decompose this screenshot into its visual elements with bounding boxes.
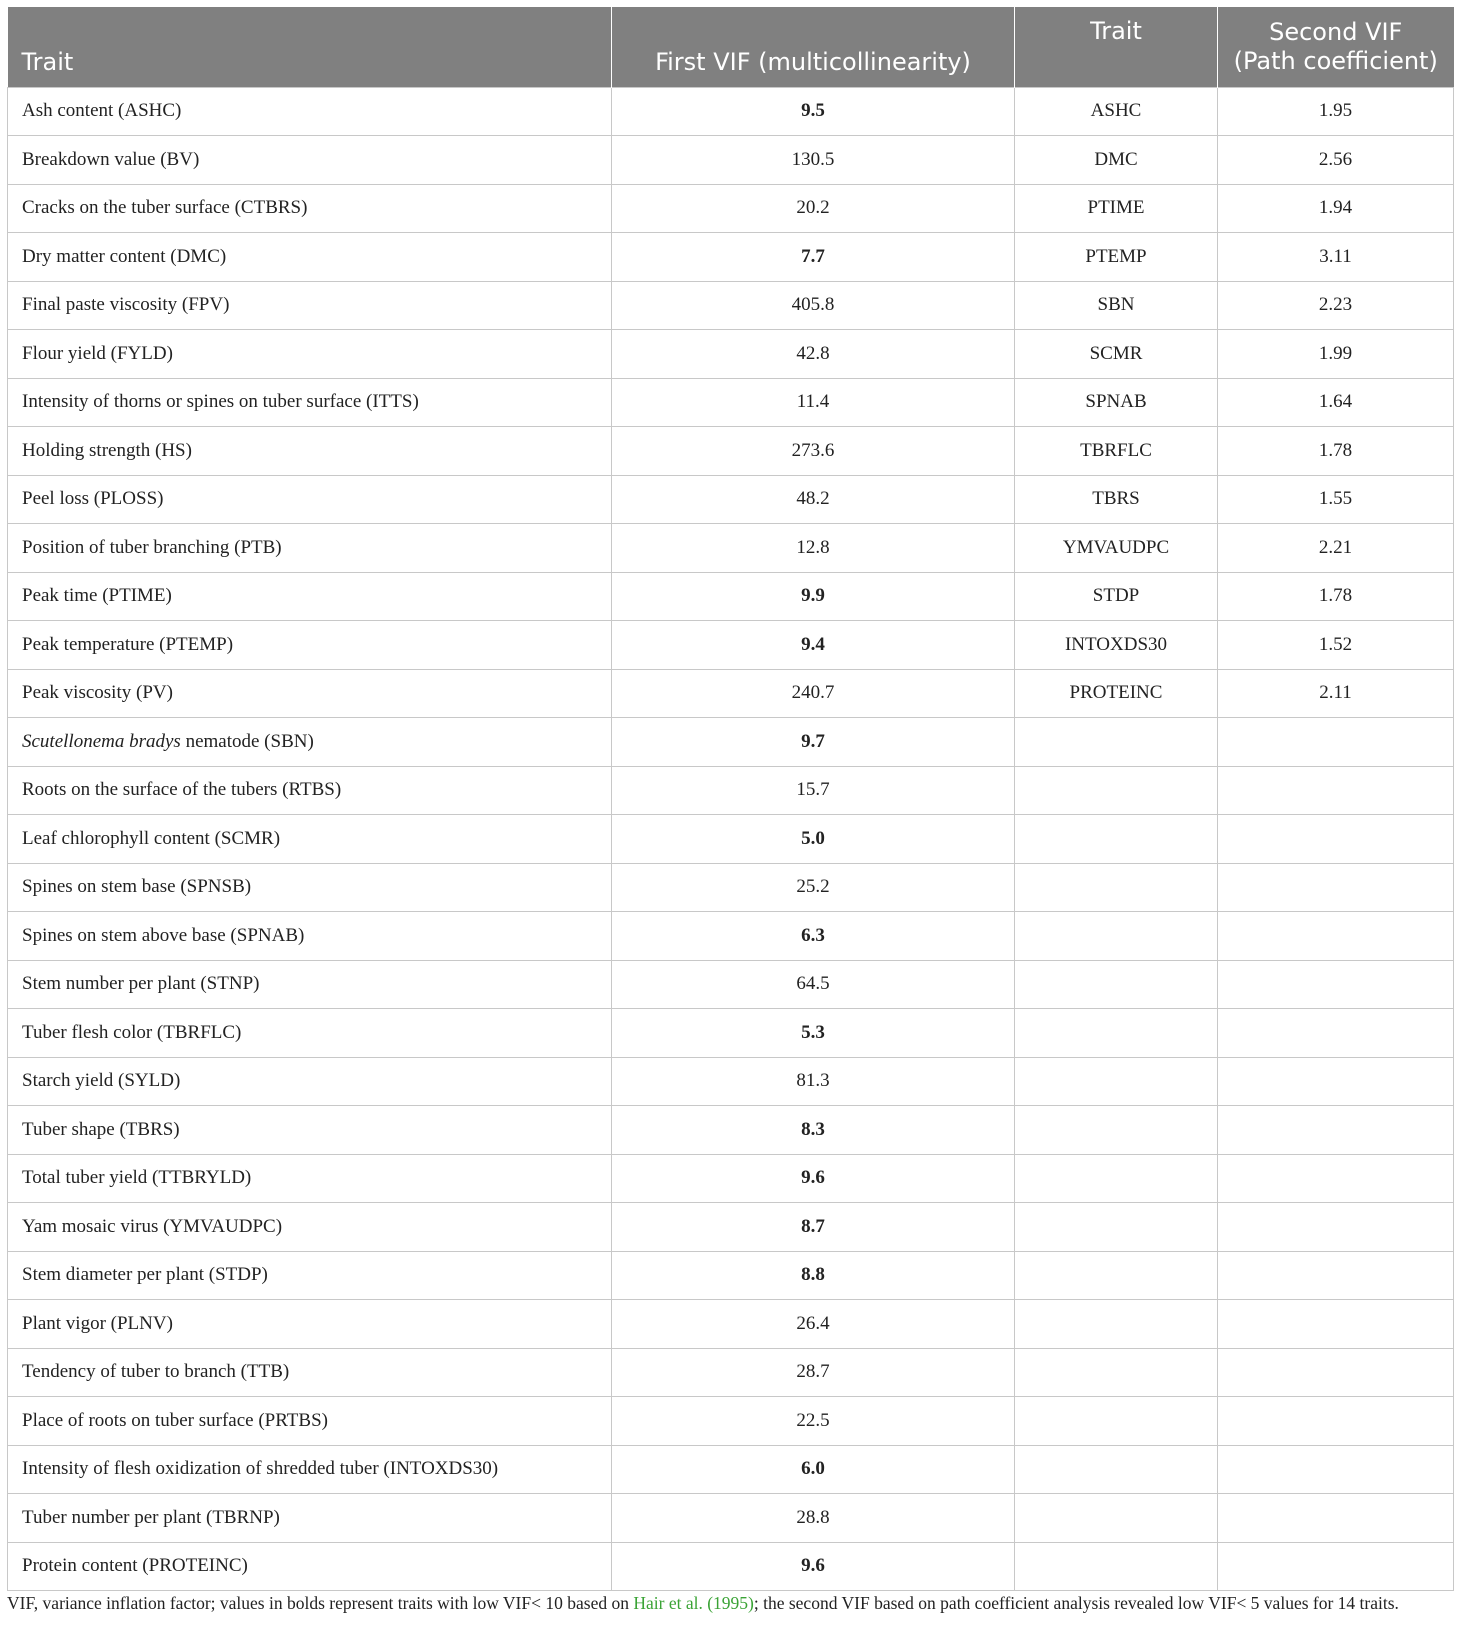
cell-second-vif xyxy=(1218,1397,1454,1446)
cell-trait xyxy=(8,184,612,233)
cell-trait-text: Total tuber yield (TTBRYLD) xyxy=(22,1167,252,1189)
cell-trait-text: Peel loss (PLOSS) xyxy=(22,488,164,510)
cell-first-vif: 9.6 xyxy=(612,1154,1015,1203)
cell-trait-code: TBRS xyxy=(1015,475,1218,524)
table-row xyxy=(8,524,1454,573)
cell-trait xyxy=(8,1009,612,1058)
table-row xyxy=(8,1106,1454,1155)
table-row xyxy=(8,1300,1454,1349)
table-row xyxy=(8,1057,1454,1106)
cell-trait-code xyxy=(1015,815,1218,864)
cell-trait-text: Tuber shape (TBRS) xyxy=(22,1118,180,1140)
cell-trait xyxy=(8,1397,612,1446)
cell-first-vif: 273.6 xyxy=(612,427,1015,476)
cell-trait-code xyxy=(1015,718,1218,767)
cell-second-vif: 1.55 xyxy=(1218,475,1454,524)
cell-trait-code xyxy=(1015,1251,1218,1300)
table-row xyxy=(8,1397,1454,1446)
cell-trait-code xyxy=(1015,1009,1218,1058)
cell-trait xyxy=(8,1057,612,1106)
table-row xyxy=(8,572,1454,621)
cell-trait-text: Tuber flesh color (TBRFLC) xyxy=(22,1021,242,1043)
header-trait: Trait xyxy=(8,7,612,87)
header-second-vif xyxy=(1218,7,1454,87)
cell-trait xyxy=(8,960,612,1009)
cell-first-vif: 6.0 xyxy=(612,1445,1015,1494)
cell-second-vif xyxy=(1218,815,1454,864)
table-row xyxy=(8,1348,1454,1397)
table-row xyxy=(8,475,1454,524)
cell-first-vif: 28.8 xyxy=(612,1494,1015,1543)
cell-trait xyxy=(8,1251,612,1300)
cell-trait-text: Intensity of thorns or spines on tuber surface (ITTS) xyxy=(22,391,419,413)
cell-first-vif: 6.3 xyxy=(612,912,1015,961)
cell-trait-text: Starch yield (SYLD) xyxy=(22,1070,181,1092)
cell-trait-text: Protein content (PROTEINC) xyxy=(22,1555,248,1577)
header-second-vif-line1: Second VIF xyxy=(1269,17,1403,46)
cell-second-vif: 1.78 xyxy=(1218,572,1454,621)
cell-trait-code: YMVAUDPC xyxy=(1015,524,1218,573)
cell-trait xyxy=(8,669,612,718)
cell-second-vif xyxy=(1218,766,1454,815)
cell-trait-code xyxy=(1015,766,1218,815)
cell-trait-code: PROTEINC xyxy=(1015,669,1218,718)
cell-second-vif xyxy=(1218,1154,1454,1203)
cell-first-vif: 9.6 xyxy=(612,1542,1015,1591)
cell-trait xyxy=(8,1300,612,1349)
cell-trait xyxy=(8,766,612,815)
cell-first-vif: 26.4 xyxy=(612,1300,1015,1349)
cell-trait-code xyxy=(1015,1542,1218,1591)
cell-trait-code: ASHC xyxy=(1015,87,1218,136)
cell-trait xyxy=(8,233,612,282)
cell-second-vif: 1.64 xyxy=(1218,378,1454,427)
cell-second-vif: 1.94 xyxy=(1218,184,1454,233)
cell-second-vif xyxy=(1218,1251,1454,1300)
cell-trait-code: INTOXDS30 xyxy=(1015,621,1218,670)
cell-trait-text: Ash content (ASHC) xyxy=(22,100,182,122)
cell-second-vif xyxy=(1218,718,1454,767)
cell-trait-code: PTIME xyxy=(1015,184,1218,233)
cell-first-vif: 12.8 xyxy=(612,524,1015,573)
cell-trait-code xyxy=(1015,1106,1218,1155)
cell-first-vif: 25.2 xyxy=(612,863,1015,912)
footnote-reference-link[interactable]: Hair et al. (1995) xyxy=(633,1593,754,1613)
cell-trait xyxy=(8,1445,612,1494)
cell-trait-text: Spines on stem base (SPNSB) xyxy=(22,876,252,898)
table-row xyxy=(8,1542,1454,1591)
cell-second-vif: 2.21 xyxy=(1218,524,1454,573)
cell-first-vif: 7.7 xyxy=(612,233,1015,282)
table-row xyxy=(8,960,1454,1009)
header-trait-2: Trait xyxy=(1015,7,1218,87)
cell-first-vif: 15.7 xyxy=(612,766,1015,815)
cell-trait xyxy=(8,912,612,961)
cell-trait-text: Tuber number per plant (TBRNP) xyxy=(22,1506,280,1528)
cell-trait xyxy=(8,1348,612,1397)
cell-second-vif: 1.99 xyxy=(1218,330,1454,379)
cell-second-vif xyxy=(1218,863,1454,912)
table-row xyxy=(8,1494,1454,1543)
cell-second-vif: 1.95 xyxy=(1218,87,1454,136)
cell-trait-text: Peak temperature (PTEMP) xyxy=(22,633,234,655)
cell-trait-code: TBRFLC xyxy=(1015,427,1218,476)
cell-second-vif xyxy=(1218,1542,1454,1591)
cell-trait-code: SPNAB xyxy=(1015,378,1218,427)
cell-trait xyxy=(8,1154,612,1203)
table-row xyxy=(8,1445,1454,1494)
table-footnote xyxy=(7,1591,1453,1615)
footnote-text-before: VIF, variance inflation factor; values in bolds represent traits with low VIF< 10 based on xyxy=(7,1593,634,1613)
cell-trait xyxy=(8,330,612,379)
cell-trait-text: Holding strength (HS) xyxy=(22,439,192,461)
cell-first-vif: 42.8 xyxy=(612,330,1015,379)
cell-first-vif: 11.4 xyxy=(612,378,1015,427)
cell-trait-text: Intensity of flesh oxidization of shredded tuber (INTOXDS30) xyxy=(22,1458,499,1480)
cell-trait-text: Position of tuber branching (PTB) xyxy=(22,536,282,558)
cell-trait-code: SBN xyxy=(1015,281,1218,330)
cell-trait xyxy=(8,815,612,864)
cell-trait-code: SCMR xyxy=(1015,330,1218,379)
cell-second-vif xyxy=(1218,1494,1454,1543)
cell-first-vif: 81.3 xyxy=(612,1057,1015,1106)
cell-first-vif: 5.0 xyxy=(612,815,1015,864)
cell-first-vif: 8.3 xyxy=(612,1106,1015,1155)
cell-trait-text: Stem diameter per plant (STDP) xyxy=(22,1264,268,1286)
cell-trait-text: Dry matter content (DMC) xyxy=(22,245,227,267)
cell-trait-text: Roots on the surface of the tubers (RTBS) xyxy=(22,779,342,801)
table-row xyxy=(8,863,1454,912)
cell-trait-text: Cracks on the tuber surface (CTBRS) xyxy=(22,197,308,219)
cell-first-vif: 28.7 xyxy=(612,1348,1015,1397)
cell-trait-code: STDP xyxy=(1015,572,1218,621)
cell-second-vif xyxy=(1218,1445,1454,1494)
cell-trait xyxy=(8,621,612,670)
table-body xyxy=(8,87,1454,1591)
vif-table xyxy=(7,7,1454,1591)
table-row xyxy=(8,1154,1454,1203)
cell-trait-code xyxy=(1015,1348,1218,1397)
table-row xyxy=(8,621,1454,670)
cell-first-vif: 22.5 xyxy=(612,1397,1015,1446)
cell-first-vif: 240.7 xyxy=(612,669,1015,718)
cell-first-vif: 64.5 xyxy=(612,960,1015,1009)
cell-trait xyxy=(8,1106,612,1155)
table-row xyxy=(8,233,1454,282)
cell-trait xyxy=(8,718,612,767)
cell-trait-text: Tendency of tuber to branch (TTB) xyxy=(22,1361,290,1383)
cell-first-vif: 8.8 xyxy=(612,1251,1015,1300)
cell-trait-code xyxy=(1015,912,1218,961)
cell-trait-code xyxy=(1015,1203,1218,1252)
cell-first-vif: 9.5 xyxy=(612,87,1015,136)
table-row xyxy=(8,1009,1454,1058)
cell-first-vif: 9.9 xyxy=(612,572,1015,621)
cell-trait-text: Peak viscosity (PV) xyxy=(22,682,173,704)
cell-second-vif xyxy=(1218,1300,1454,1349)
cell-second-vif xyxy=(1218,1057,1454,1106)
cell-trait-text: Yam mosaic virus (YMVAUDPC) xyxy=(22,1215,283,1237)
cell-trait xyxy=(8,1203,612,1252)
cell-first-vif: 9.4 xyxy=(612,621,1015,670)
cell-trait-text: Breakdown value (BV) xyxy=(22,148,200,170)
cell-trait xyxy=(8,281,612,330)
table-row xyxy=(8,1251,1454,1300)
table-row xyxy=(8,378,1454,427)
table-row xyxy=(8,766,1454,815)
cell-first-vif: 20.2 xyxy=(612,184,1015,233)
cell-second-vif: 1.52 xyxy=(1218,621,1454,670)
table-container xyxy=(7,7,1453,1591)
cell-trait-code xyxy=(1015,1397,1218,1446)
cell-second-vif: 1.78 xyxy=(1218,427,1454,476)
cell-trait-text: Stem number per plant (STNP) xyxy=(22,973,260,995)
cell-second-vif: 2.23 xyxy=(1218,281,1454,330)
cell-second-vif xyxy=(1218,960,1454,1009)
table-header xyxy=(8,7,1454,87)
cell-first-vif: 405.8 xyxy=(612,281,1015,330)
cell-trait-text: Flour yield (FYLD) xyxy=(22,342,173,364)
header-second-vif-line2: (Path coefficient) xyxy=(1233,46,1438,75)
cell-trait-text: nematode (SBN) xyxy=(180,730,314,752)
cell-first-vif: 9.7 xyxy=(612,718,1015,767)
header-row xyxy=(8,7,1454,87)
cell-trait xyxy=(8,1542,612,1591)
cell-second-vif xyxy=(1218,1009,1454,1058)
table-row xyxy=(8,136,1454,185)
cell-trait-code xyxy=(1015,1494,1218,1543)
cell-second-vif xyxy=(1218,912,1454,961)
footnote-text-after: ; the second VIF based on path coefficient analysis revealed low VIF< 5 values for 14 traits. xyxy=(753,1593,1399,1613)
table-row xyxy=(8,281,1454,330)
cell-trait xyxy=(8,863,612,912)
cell-trait xyxy=(8,378,612,427)
cell-trait xyxy=(8,572,612,621)
cell-second-vif xyxy=(1218,1106,1454,1155)
cell-second-vif: 2.11 xyxy=(1218,669,1454,718)
table-row xyxy=(8,184,1454,233)
table-row xyxy=(8,815,1454,864)
table-row xyxy=(8,87,1454,136)
cell-trait-code xyxy=(1015,1154,1218,1203)
cell-trait xyxy=(8,136,612,185)
cell-trait-text: Final paste viscosity (FPV) xyxy=(22,294,230,316)
cell-trait-code xyxy=(1015,1445,1218,1494)
cell-trait-code xyxy=(1015,1300,1218,1349)
cell-trait-text: Peak time (PTIME) xyxy=(22,585,172,607)
cell-trait-code xyxy=(1015,1057,1218,1106)
cell-trait-text: Plant vigor (PLNV) xyxy=(22,1312,173,1334)
cell-second-vif: 2.56 xyxy=(1218,136,1454,185)
cell-trait xyxy=(8,427,612,476)
cell-trait xyxy=(8,524,612,573)
cell-trait-code: PTEMP xyxy=(1015,233,1218,282)
cell-second-vif xyxy=(1218,1348,1454,1397)
cell-first-vif: 48.2 xyxy=(612,475,1015,524)
cell-first-vif: 5.3 xyxy=(612,1009,1015,1058)
table-row xyxy=(8,427,1454,476)
cell-trait-text: Place of roots on tuber surface (PRTBS) xyxy=(22,1409,328,1431)
table-row xyxy=(8,330,1454,379)
cell-trait-italic: Scutellonema bradys xyxy=(22,730,181,752)
cell-trait-code xyxy=(1015,960,1218,1009)
cell-trait xyxy=(8,87,612,136)
table-row xyxy=(8,669,1454,718)
cell-second-vif xyxy=(1218,1203,1454,1252)
table-row xyxy=(8,1203,1454,1252)
cell-second-vif: 3.11 xyxy=(1218,233,1454,282)
table-row xyxy=(8,912,1454,961)
table-row xyxy=(8,718,1454,767)
header-first-vif: First VIF (multicollinearity) xyxy=(612,7,1015,87)
cell-trait-text: Spines on stem above base (SPNAB) xyxy=(22,924,305,946)
cell-trait-code: DMC xyxy=(1015,136,1218,185)
cell-trait-text: Leaf chlorophyll content (SCMR) xyxy=(22,827,281,849)
cell-first-vif: 130.5 xyxy=(612,136,1015,185)
cell-trait-code xyxy=(1015,863,1218,912)
cell-trait xyxy=(8,475,612,524)
cell-trait xyxy=(8,1494,612,1543)
cell-first-vif: 8.7 xyxy=(612,1203,1015,1252)
